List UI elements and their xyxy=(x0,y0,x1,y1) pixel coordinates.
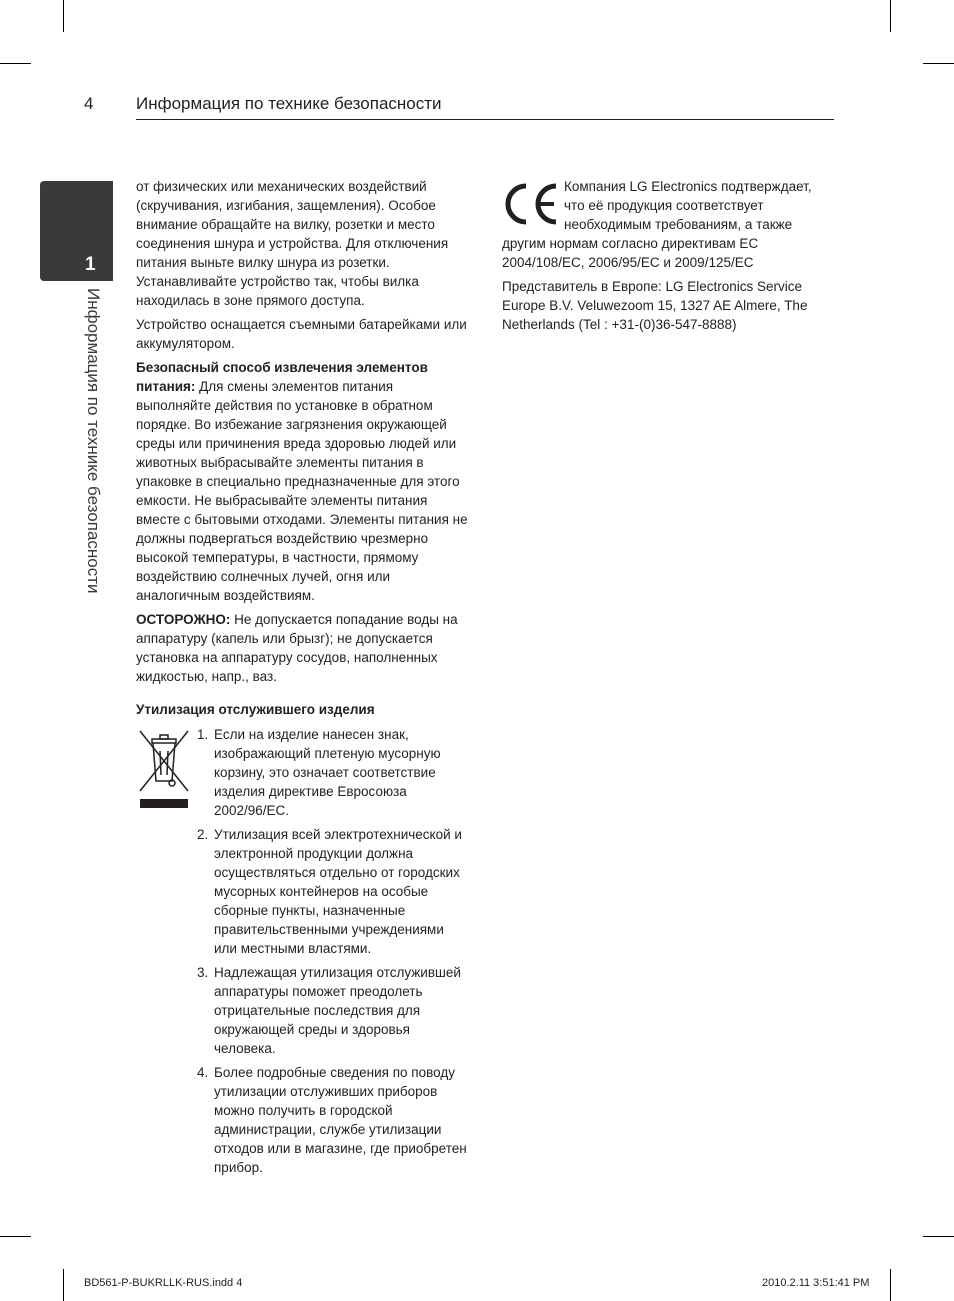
ce-paragraph xyxy=(502,177,834,272)
list-item xyxy=(136,1063,470,1177)
disposal-title: Утилизация отслужившего изделия xyxy=(136,702,375,717)
caution-heading: ОСТОРОЖНО: xyxy=(136,612,231,627)
list-item xyxy=(136,963,470,1058)
crop-mark xyxy=(923,1236,954,1237)
page-title: Информация по технике безопасности xyxy=(136,94,442,113)
list-item-number: 3. xyxy=(197,965,209,980)
page-number: 4 xyxy=(84,94,94,113)
list-item-text: Утилизация всей электротехнической и электронной продукции должна осуществляться отдельно от городских мусорных контейнеров на особые сборные пункты, назначенные правительственными учреждениями или местными властями. xyxy=(214,827,462,956)
crop-mark xyxy=(923,63,954,64)
battery-paragraph xyxy=(136,358,470,605)
header-rule xyxy=(136,119,834,120)
ce-text: Компания LG Electronics подтверждает, что её продукция соответствует необходимым требованиям, а также другим нормам согласно директивам EC 2004/108/EC, 2006/95/EC и 2009/125/EC xyxy=(502,179,812,270)
representative-text: Представитель в Европе: LG Electronics Service Europe B.V. Veluwezoom 15, 1327 AE Almere, The Netherlands (Tel : +31-(0)36-547-8888) xyxy=(502,279,808,332)
footer-timestamp: 2010.2.11 3:51:41 PM xyxy=(762,1277,870,1289)
disposal-section xyxy=(136,725,470,1177)
caution-paragraph xyxy=(136,610,470,686)
crop-mark xyxy=(0,63,31,64)
list-item-number: 1. xyxy=(197,727,209,742)
list-item-number: 4. xyxy=(197,1065,209,1080)
left-column xyxy=(136,177,470,1182)
crop-mark xyxy=(890,0,891,32)
ce-mark-icon xyxy=(502,181,562,227)
list-item xyxy=(136,825,470,958)
crop-mark xyxy=(63,1269,64,1301)
battery-heading: Безопасный способ извлечения элементов питания: xyxy=(136,360,428,394)
footer-file: BD561-P-BUKRLLK-RUS.indd 4 xyxy=(84,1277,243,1289)
chapter-number: 1 xyxy=(85,254,96,275)
disposal-list xyxy=(136,725,470,1177)
battery-text: Для смены элементов питания выполняйте действия по установке в обратном порядке. Во избежание загрязнения окружающей среды или причинения вреда здоровью людей или животных выбрасывайте элементы питания в упаковке в специально предназначенные для этого емкости. Не выбрасывайте элементы питания вместе с бытовыми отходами. Элементы питания не должны подвергаться воздействию чрезмерно высокой температуры, в частности, прямому воздействию солнечных лучей, огня или аналогичным воздействиям. xyxy=(136,379,468,603)
list-item-text: Надлежащая утилизация отслужившей аппаратуры поможет преодолеть отрицательные последствия для окружающей среды и здоровья человека. xyxy=(214,965,461,1056)
chapter-tab xyxy=(40,181,113,281)
list-item xyxy=(136,725,470,820)
list-item-text: Более подробные сведения по поводу утилизации отслуживших приборов можно получить в городской администрации, службе утилизации отходов или в магазине, где приобретен прибор. xyxy=(214,1065,467,1175)
chapter-side-label: Информация по технике безопасности xyxy=(84,288,103,594)
paragraph: Устройство оснащается съемными батарейками или аккумулятором. xyxy=(136,317,467,351)
caution-text: Не допускается попадание воды на аппаратуру (капель или брызг); не допускается установка на аппаратуру сосудов, наполненных жидкостью, напр., ваз. xyxy=(136,612,458,684)
list-item-number: 2. xyxy=(197,827,209,842)
right-column xyxy=(502,177,834,339)
crop-mark xyxy=(890,1269,891,1301)
crop-mark xyxy=(63,0,64,32)
list-item-text: Если на изделие нанесен знак, изображающий плетеную мусорную корзину, это означает соответствие изделия директиве Евросоюза 2002/96/EC. xyxy=(214,727,441,818)
crop-mark xyxy=(0,1236,31,1237)
paragraph: от физических или механических воздействий (скручивания, изгибания, защемления). Особое внимание обращайте на вилку, розетки и место соединения шнура и устройства. Для отключения питания выньте вилку шнура из розетки. Устанавливайте устройство так, чтобы вилка находилась в зоне прямого доступа. xyxy=(136,179,449,308)
